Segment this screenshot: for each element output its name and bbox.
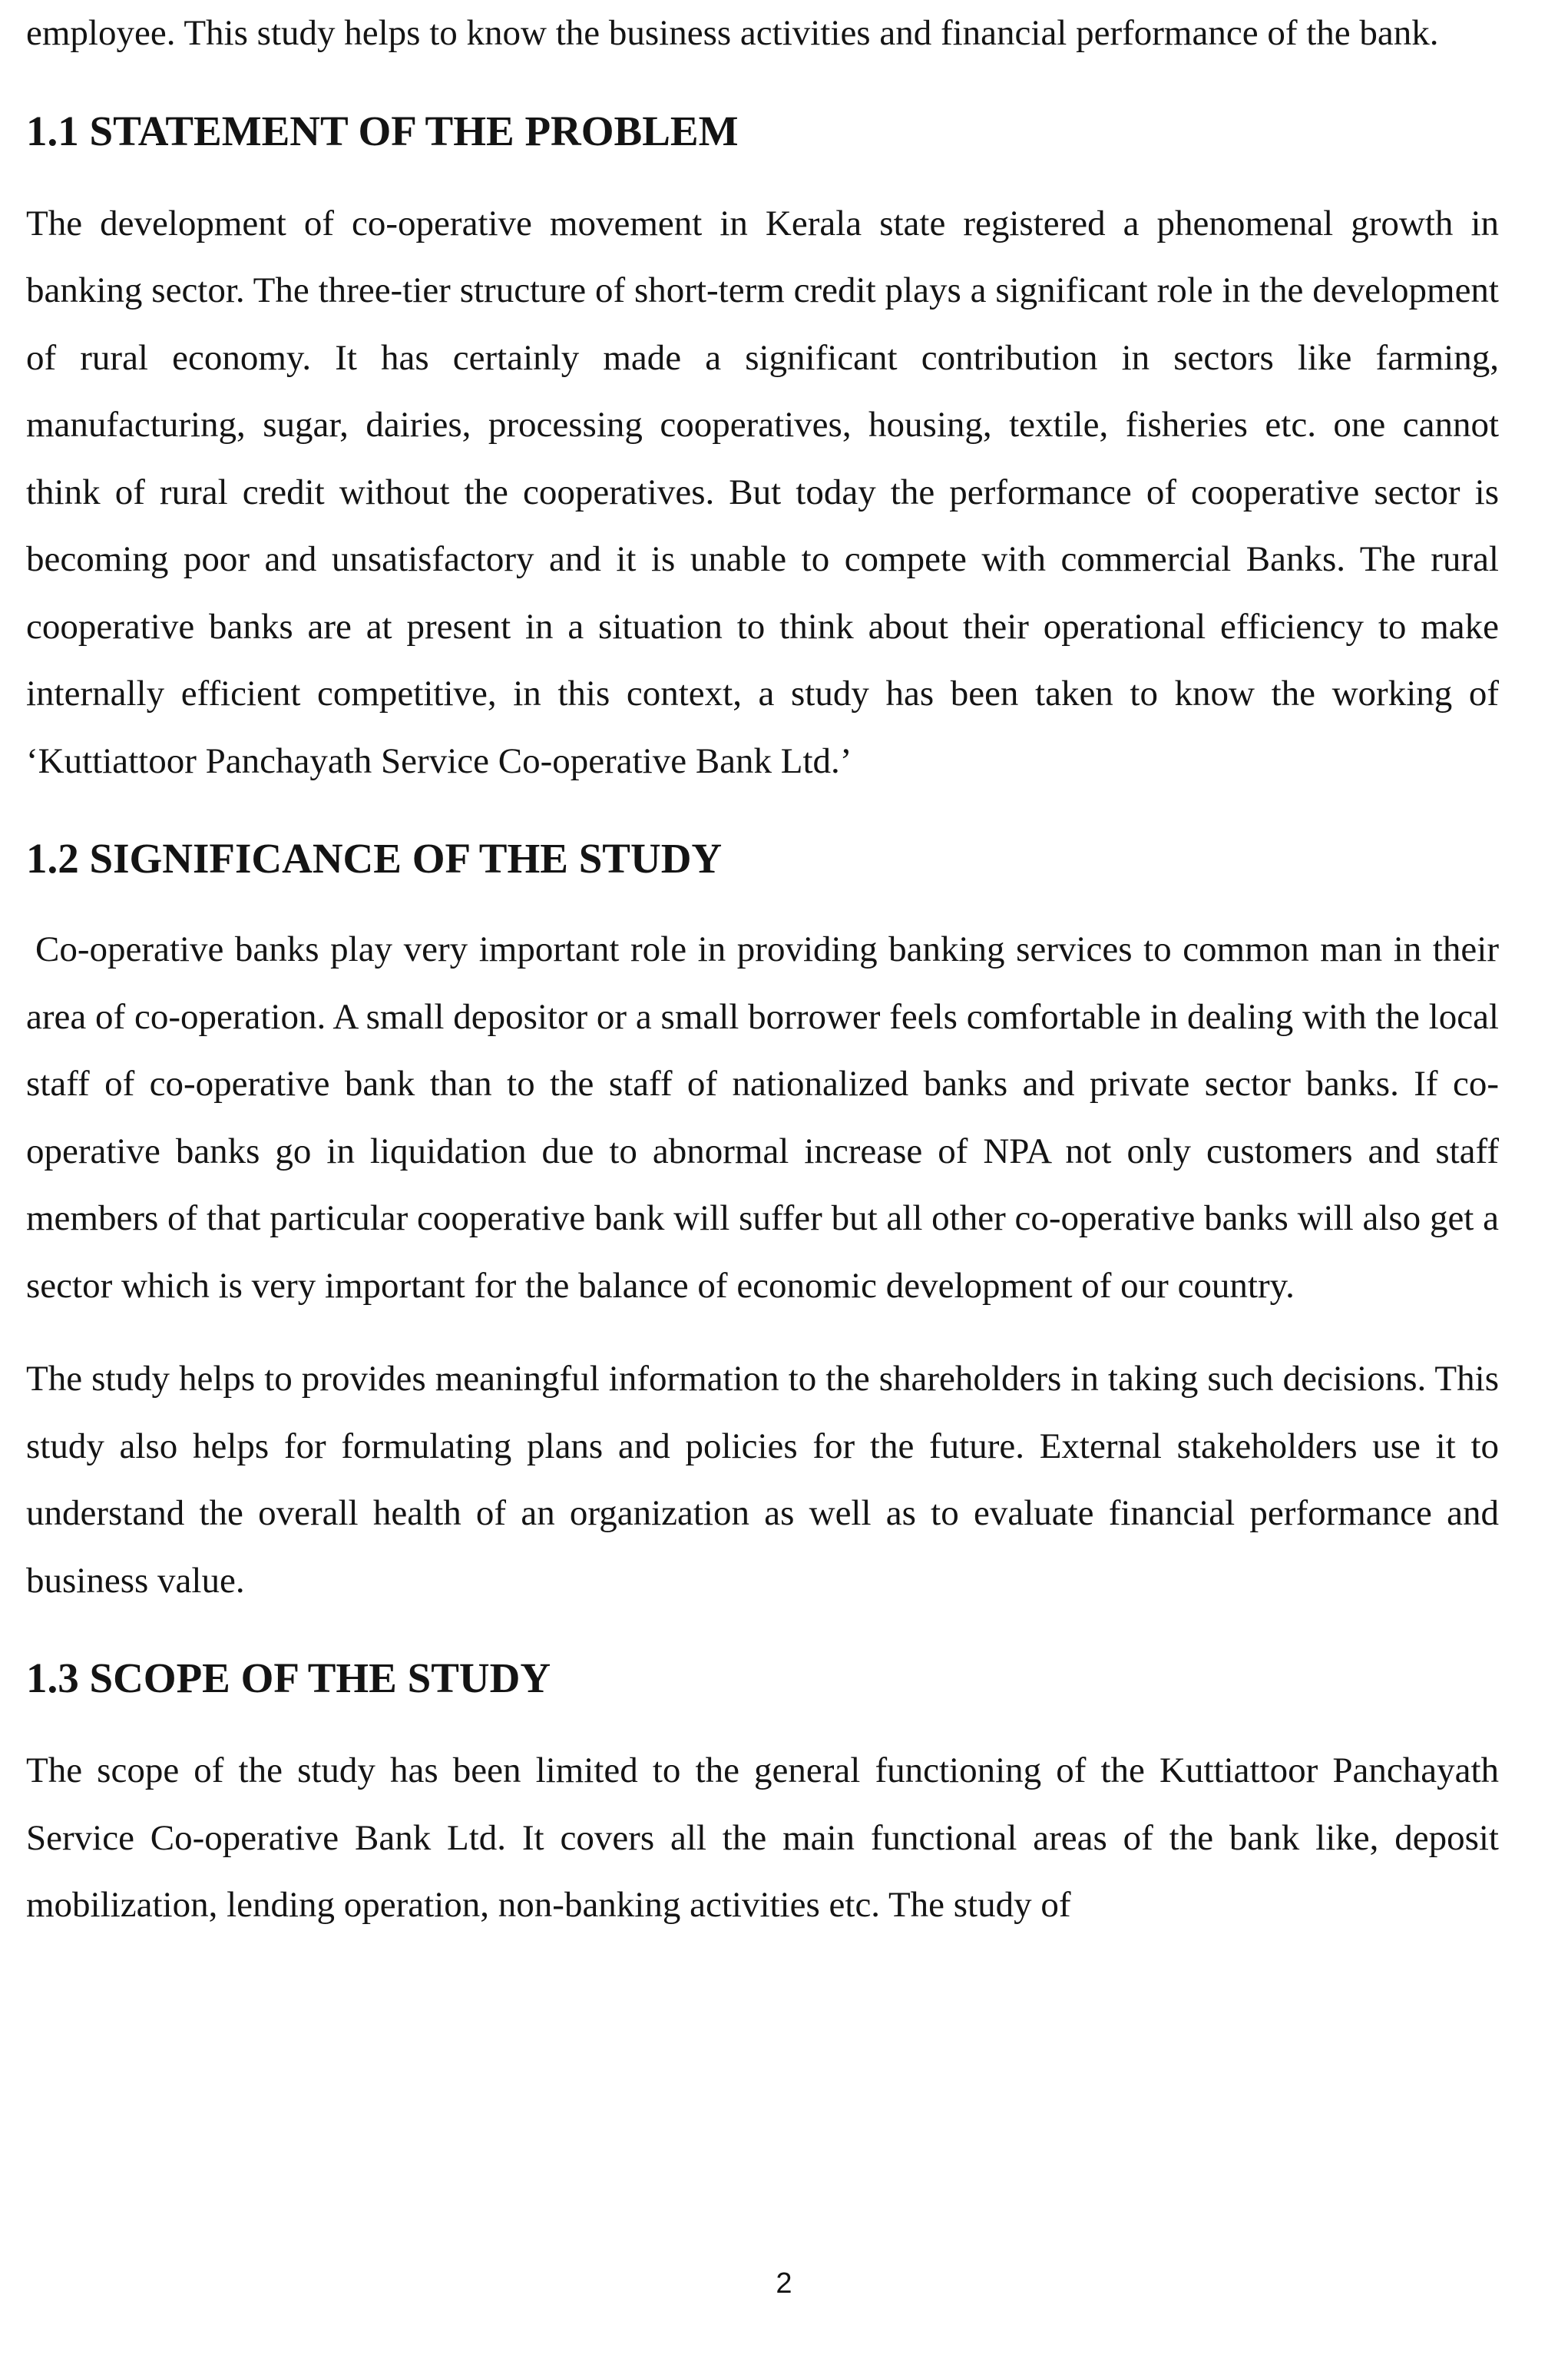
intro-continuation-paragraph: employee. This study helps to know the business activities and financial performance of the bank. [26, 13, 1439, 53]
significance-paragraph-2: The study helps to provides meaningful information to the shareholders in taking such decisions. This study also helps for formulating plans and policies for the future. External stakeholders use it to understand the overall health of an organization as well as to evaluate financial performance and business value. [26, 1359, 1499, 1601]
significance-paragraph-1: Co-operative banks play very important role in providing banking services to common man in their area of co-operation. A small depositor or a small borrower feels comfortable in dealing with the local staff of co-operative bank than to the staff of nationalized banks and private sector banks. If co-operative banks go in liquidation due to abnormal increase of NPA not only customers and staff members of that particular cooperative bank will suffer but all other co-operative banks will also get a sector which is very important for the balance of economic development of our country. [26, 929, 1499, 1306]
section-heading-problem: 1.1 STATEMENT OF THE PROBLEM [26, 107, 739, 154]
section-heading-significance: 1.2 SIGNIFICANCE OF THE STUDY [26, 835, 723, 882]
section-heading-scope: 1.3 SCOPE OF THE STUDY [26, 1654, 551, 1701]
page-content [26, 0, 1499, 1939]
problem-paragraph: The development of co-operative movement in Kerala state registered a phenomenal growth in banking sector. The three-tier structure of short-term credit plays a significant role in the development of rural economy. It has certainly made a significant contribution in sectors like farming, manufacturing, sugar, dairies, processing cooperatives, housing, textile, fisheries etc. one cannot think of rural credit without the cooperatives. But today the performance of cooperative sector is becoming poor and unsatisfactory and it is unable to compete with commercial Banks. The rural cooperative banks are at present in a situation to think about their operational efficiency to make internally efficient competitive, in this context, a study has been taken to know the working of ‘Kuttiattoor Panchayath Service Co-operative Bank Ltd.’ [26, 203, 1499, 781]
page-number: 2 [776, 2267, 792, 2300]
scope-paragraph: The scope of the study has been limited to the general functioning of the Kuttiattoor Panchayath Service Co-operative Bank Ltd. It covers all the main functional areas of the bank like, deposit mobilization, lending operation, non-banking activities etc. The study of [26, 1750, 1499, 1925]
